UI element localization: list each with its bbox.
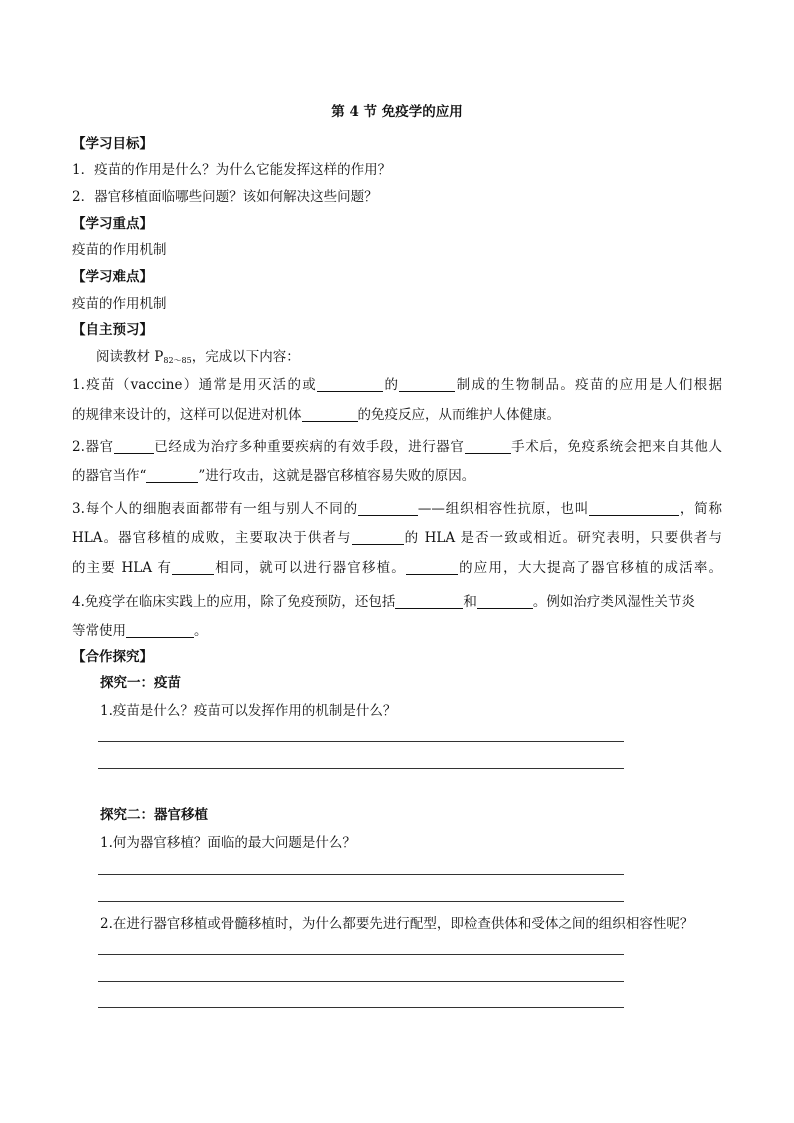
fill-blank[interactable] <box>358 501 418 516</box>
fill-blank[interactable] <box>126 623 194 638</box>
answer-line[interactable] <box>98 768 624 769</box>
inquiry1-q1: 1.疫苗是什么？疫苗可以发挥作用的机制是什么？ <box>100 703 397 719</box>
difficulties-header: 【学习难点】 <box>72 269 153 285</box>
answer-line[interactable] <box>98 741 624 742</box>
preview-header: 【自主预习】 <box>72 322 153 338</box>
key-points-header: 【学习重点】 <box>72 216 153 232</box>
page-range: 82～85 <box>163 356 192 365</box>
fill-blank[interactable] <box>406 560 458 575</box>
preview-q2-line1: 2.器官 已经成为治疗多种重要疾病的有效手段，进行器官 手术后，免疫系统会把来自其他人 <box>72 439 723 455</box>
answer-line[interactable] <box>98 1007 624 1008</box>
fill-blank[interactable] <box>352 530 404 545</box>
fill-blank[interactable] <box>317 377 383 392</box>
fill-blank[interactable] <box>589 501 679 516</box>
fill-blank[interactable] <box>465 439 511 454</box>
inquiry2-q2: 2.在进行器官移植或骨髓移植时，为什么都要先进行配型，即检查供体和受体之间的组织相容性呢？ <box>100 916 694 932</box>
fill-blank[interactable] <box>114 439 154 454</box>
fill-blank[interactable] <box>172 560 214 575</box>
fill-blank[interactable] <box>399 377 455 392</box>
preview-q1-line2: 的规律来设计的，这样可以促进对机体 的免疫反应，从而维护人体健康。 <box>72 407 560 423</box>
preview-q3-line2: HLA。器官移植的成败，主要取决于供者与 的 HLA 是否一致或相近。研究表明，只要供者与 <box>72 530 722 546</box>
preview-q3-line3: 的主要 HLA 有 相同，就可以进行器官移植。 的应用，大大提高了器官移植的成活率。 <box>72 560 723 576</box>
goal-item-2: 2．器官移植面临哪些问题？该如何解决这些问题？ <box>72 189 378 205</box>
goal-item-1: 1．疫苗的作用是什么？为什么它能发挥这样的作用？ <box>72 162 392 178</box>
page-title: 第 4 节 免疫学的应用 <box>331 104 463 120</box>
difficulties-text: 疫苗的作用机制 <box>72 296 167 312</box>
answer-line[interactable] <box>98 901 624 902</box>
preview-q4-line1: 4.免疫学在临床实践上的应用，除了免疫预防，还包括 和 。例如治疗类风湿性关节炎 <box>72 594 695 610</box>
fill-blank[interactable] <box>395 594 463 609</box>
key-points-text: 疫苗的作用机制 <box>72 242 167 258</box>
inquiry1-title: 探究一：疫苗 <box>100 675 181 691</box>
inquiry2-q1: 1.何为器官移植？面临的最大问题是什么？ <box>100 835 356 851</box>
inquiry2-title: 探究二：器官移植 <box>100 807 208 823</box>
answer-line[interactable] <box>98 981 624 982</box>
preview-q3-line1: 3.每个人的细胞表面都带有一组与别人不同的 ——组织相容性抗原，也叫 ，简称 <box>72 501 723 517</box>
fill-blank[interactable] <box>477 594 533 609</box>
answer-line[interactable] <box>98 874 624 875</box>
preview-intro: 阅读教材 $P_{82\sim 85}$，完成以下内容： <box>96 349 300 365</box>
fill-blank[interactable] <box>146 468 198 483</box>
preview-q4-line2: 等常使用 。 <box>72 623 208 639</box>
goals-header: 【学习目标】 <box>72 136 153 152</box>
fill-blank[interactable] <box>302 407 358 422</box>
preview-q2-line2: 的器官当作“ ”进行攻击，这就是器官移植容易失败的原因。 <box>72 468 476 484</box>
cooperation-header: 【合作探究】 <box>72 649 153 665</box>
preview-q1-line1: 1.疫苗（vaccine）通常是用灭活的或 的 制成的生物制品。疫苗的应用是人们根据 <box>72 377 723 393</box>
answer-line[interactable] <box>98 954 624 955</box>
